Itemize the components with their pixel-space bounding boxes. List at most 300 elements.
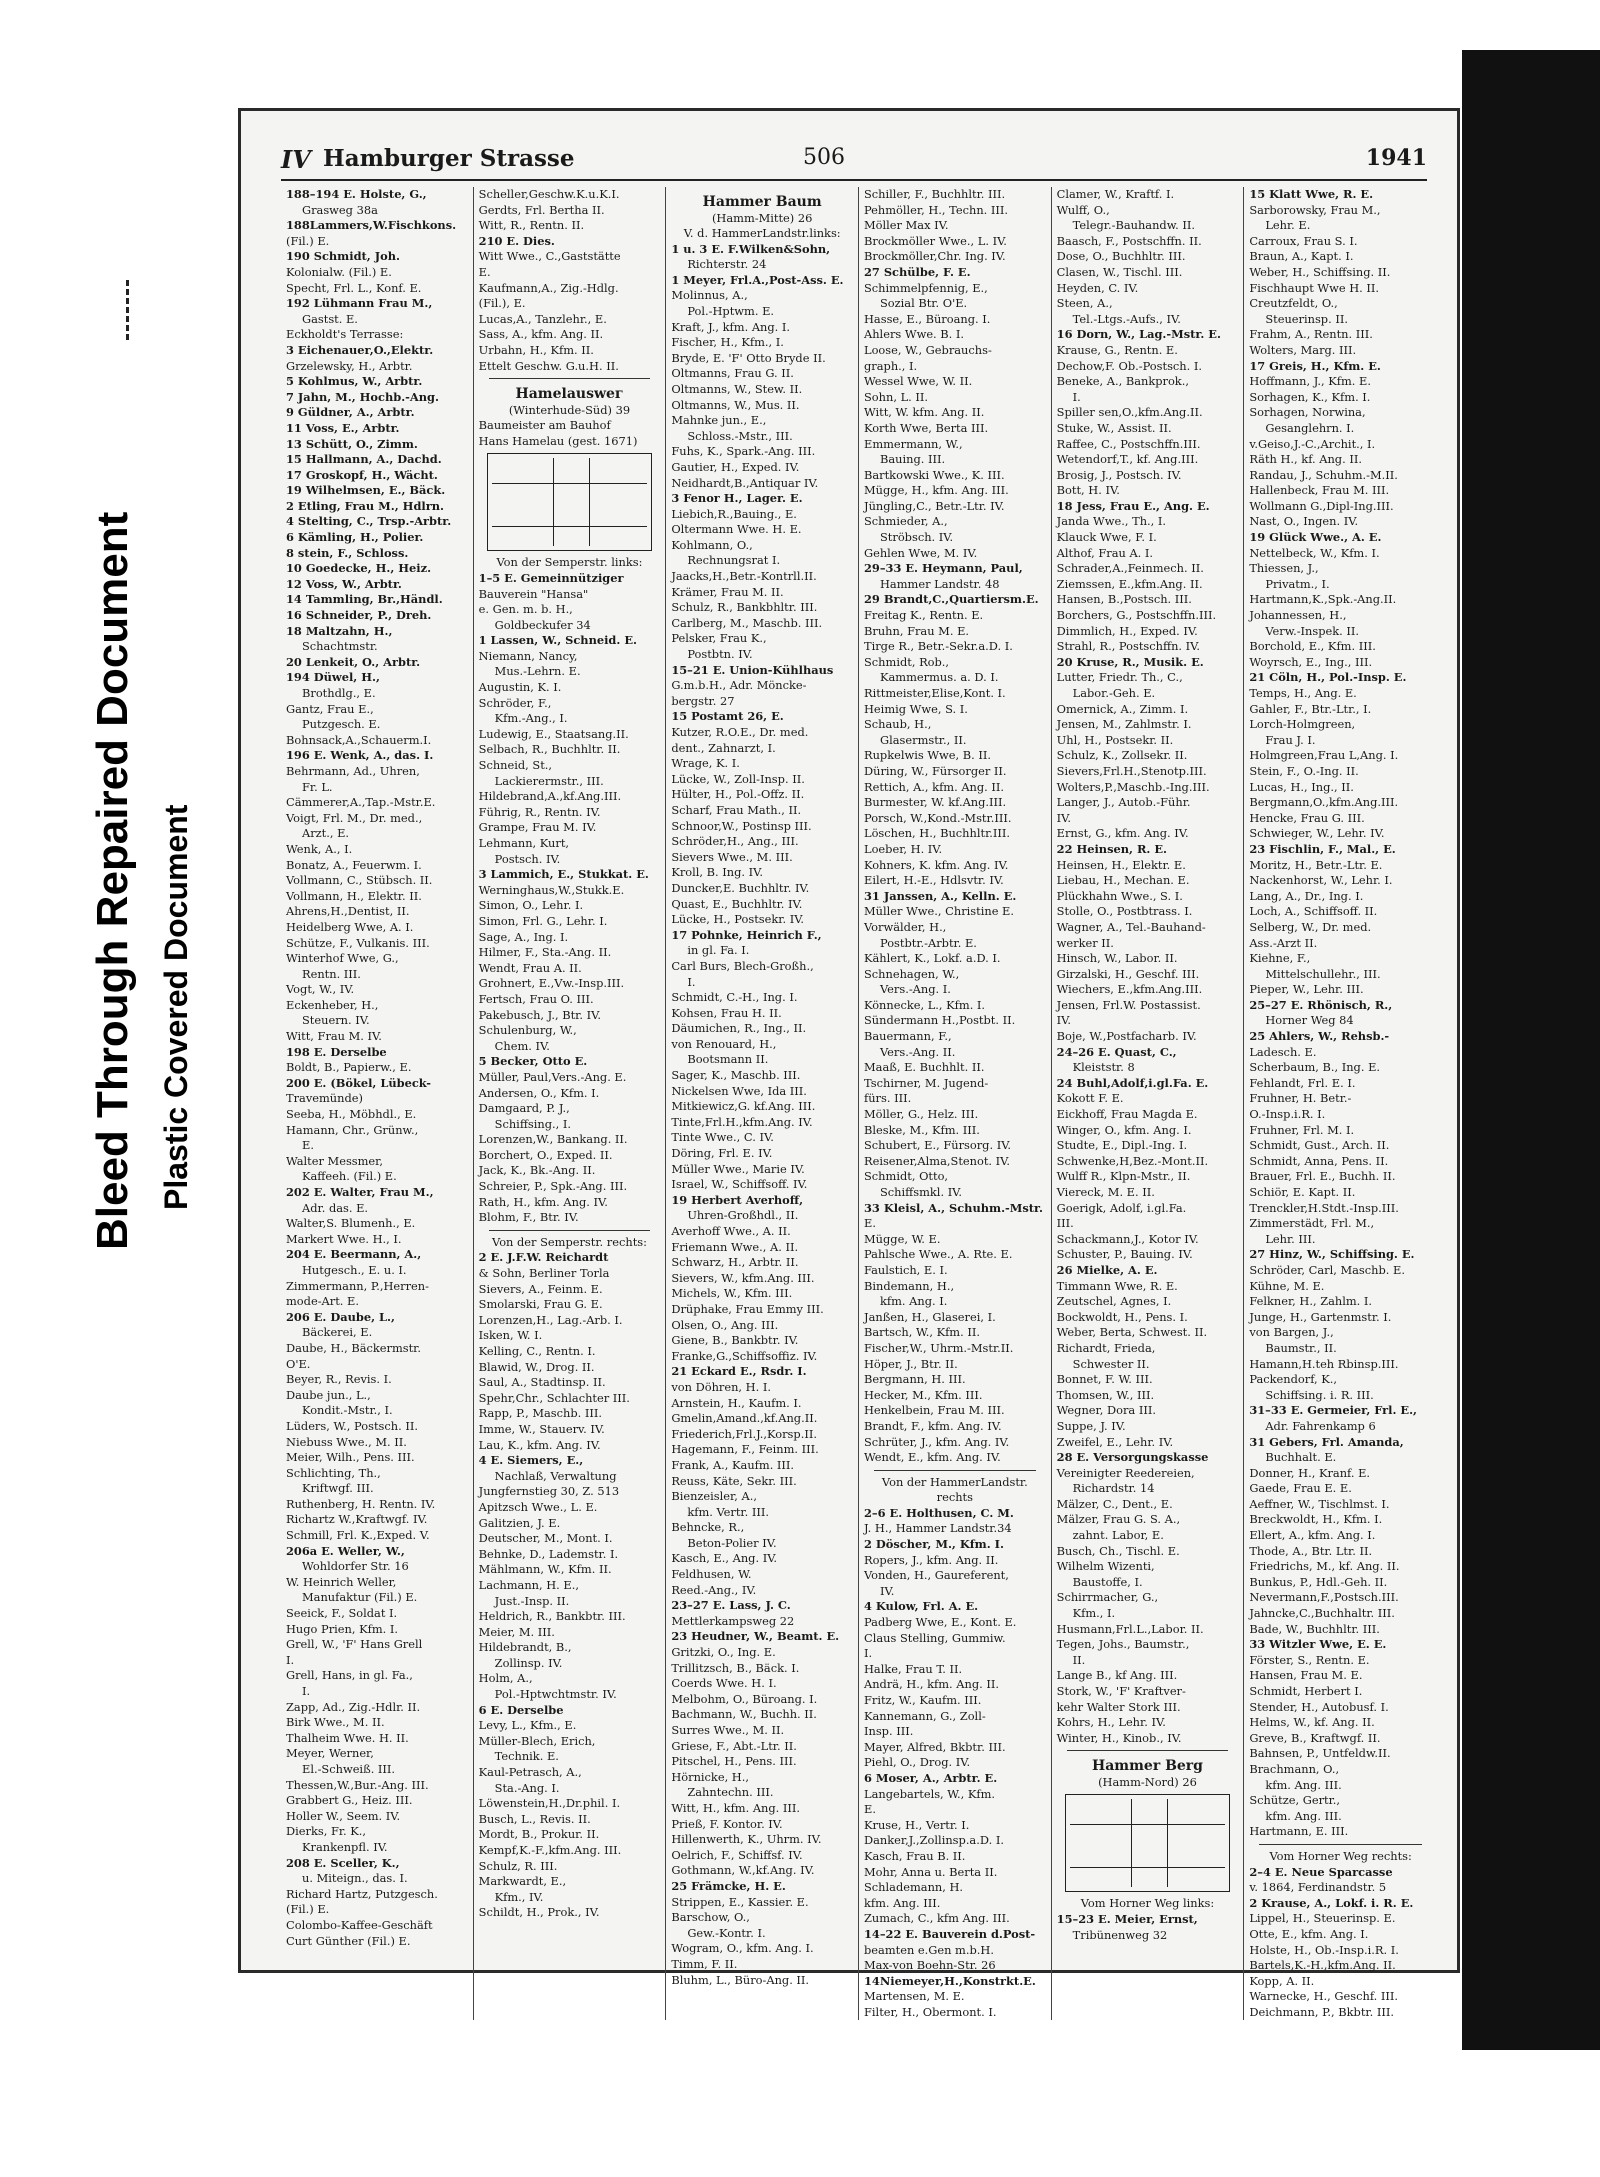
resident-entry: Spiller sen,O.,kfm.Ang.II. [1056,405,1203,420]
resident-entry: II. [1072,1652,1086,1667]
resident-entry: Mälzer, Frau G. S. A., [1056,1512,1181,1527]
resident-entry: Hansen, B.,Postsch. III. [1056,592,1192,607]
resident-entry: (Fil.) E. [286,233,330,248]
resident-entry: Friederich,Frl.J.,Korsp.II. [671,1426,817,1441]
resident-entry: Uhren-Großhdl., II. [687,1208,799,1223]
resident-entry: Postbtr.-Arbtr. E. [880,935,977,950]
section-divider [1259,1844,1422,1845]
resident-entry: kfm. Ang. I. [880,1294,948,1309]
resident-entry: Tel.-Ltgs.-Aufs., IV. [1072,311,1181,326]
resident-entry: Vollmann, C., Stübsch. II. [286,873,433,888]
resident-entry: Brandt, F., kfm. Ang. IV. [864,1418,1002,1433]
resident-entry: Pakebusch, J., Btr. IV. [478,1007,601,1022]
resident-entry: Max-von Boehn-Str. 26 [864,1958,996,1973]
house-number-entry: 4 Stelting, C., Trsp.-Arbtr. [286,514,452,529]
resident-entry: Schröder,H., Ang., III. [671,834,799,849]
resident-entry: Frau J. I. [1265,732,1316,747]
resident-entry: Andrä, H., kfm. Ang. II. [864,1677,1000,1692]
resident-entry: Girzalski, H., Geschf. III. [1056,966,1200,981]
house-number-entry: 2 Krause, A., Lokf. i. R. E. [1249,1895,1414,1910]
resident-entry: Schröder, F., [478,695,552,710]
house-number-entry: 192 Lühmann Frau M., [286,296,433,311]
resident-entry: Schildt, H., Prok., IV. [478,1905,600,1920]
map-road [492,483,648,484]
resident-entry: Baumstr., II. [1265,1340,1337,1355]
resident-entry: Simon, Frl. G., Lehr. I. [478,913,608,928]
resident-entry: Schlademann, H. [864,1880,964,1895]
scanned-page [238,108,1460,2019]
resident-entry: Sievers Wwe., M. III. [671,849,793,864]
resident-entry: Brauer, Frl. E., Buchh. II. [1249,1169,1396,1184]
house-number-entry: 17 Greis, H., Kfm. E. [1249,358,1381,373]
resident-entry: G.m.b.H., Adr. Mönckе- [671,678,807,693]
resident-entry: Otte, E., kfm. Ang. I. [1249,1926,1369,1941]
resident-entry: Schmidt, Otto, [864,1169,949,1184]
resident-entry: Witt, Frau M. IV. [286,1029,382,1044]
resident-entry: Griese, F., Abt.-Ltr. II. [671,1738,797,1753]
resident-entry: v. 1864, Ferdinandstr. 5 [1249,1880,1387,1895]
resident-entry: Kleiststr. 8 [1072,1060,1135,1075]
resident-entry: Gew.-Kontr. I. [687,1925,766,1940]
resident-entry: Johannessen, H., [1249,608,1347,623]
house-number-entry: 2 Etling, Frau M., Hdlrn. [286,498,444,513]
resident-entry: Schachtmstr. [302,639,378,654]
resident-entry: Bonnet, F. W. III. [1056,1372,1153,1387]
resident-entry: Sievers, W., kfm.Ang. III. [671,1270,815,1285]
resident-entry: Tribünenweg 32 [1072,1927,1168,1942]
resident-entry: Arzt., E. [302,826,350,841]
resident-entry: Witt Wwe., C.,Gaststätte [478,249,621,264]
resident-entry: Müller-Blech, Erich, [478,1733,596,1748]
resident-entry: Postbtn. IV. [687,647,753,662]
resident-entry: graph., I. [864,358,918,373]
resident-entry: Moritz, H., Betr.-Ltr. E. [1249,857,1383,872]
resident-entry: Bahnsen, P., Untfeldw.II. [1249,1746,1391,1761]
house-number-entry: 25 Främcke, H. E. [671,1878,786,1893]
resident-entry: in gl. Fa. I. [687,943,750,958]
adjacent-page-edge [1462,50,1600,2050]
resident-entry: Bäckerei, E. [302,1325,373,1340]
resident-entry: Wulff R., Klpn-Mstr., II. [1056,1169,1191,1184]
resident-entry: Kählert, K., Lokf. a.D. I. [864,951,1001,966]
page-number: 506 [803,145,845,170]
resident-entry: Schrüter, J., kfm. Ang. IV. [864,1434,1010,1449]
resident-entry: Holmgreen,Frau L,Ang. I. [1249,748,1399,763]
resident-entry: Wegner, Dora III. [1056,1403,1156,1418]
resident-entry: Prieß, F. Kontor. IV. [671,1816,783,1831]
resident-entry: Michels, W., Kfm. III. [671,1286,793,1301]
page-header [281,141,1427,181]
resident-entry: Ladesch. E. [1249,1044,1317,1059]
resident-entry: Hagemann, F., Feinm. III. [671,1442,819,1457]
resident-entry: O'E. [286,1356,311,1371]
resident-entry: Timm, F. II. [671,1956,738,1971]
resident-entry: Kruse, H., Vertr. I. [864,1817,970,1832]
street-title: Hamburger Strasse [323,145,575,172]
resident-entry: Jaacks,H.,Betr.-Kontrll.II. [671,569,817,584]
side-heading: Von der Semperstr. rechts: [492,1234,647,1249]
resident-entry: Scherbaum, B., Ing. E. [1249,1060,1381,1075]
resident-entry: Bartkowski Wwe., K. III. [864,467,1005,482]
resident-entry: Greve, B., Kraftwgf. II. [1249,1730,1381,1745]
resident-entry: Schiller, F., Buchhltr. III. [864,187,1006,201]
house-number-entry: 15–23 E. Meier, Ernst, [1056,1911,1198,1926]
resident-entry: Bluhm, L., Büro-Ang. II. [671,1972,810,1987]
resident-entry: Randau, J., Schuhm.-M.II. [1249,467,1398,482]
house-number-entry: 5 Becker, Otto E. [478,1054,588,1069]
resident-entry: Kaufmann,A., Zig.-Hdlg. [478,280,619,295]
resident-entry: Kokott F. E. [1056,1091,1124,1106]
resident-entry: Krause, G., Rentn. E. [1056,342,1178,357]
resident-entry: Möller Max IV. [864,218,949,233]
resident-entry: Liebich,R.,Bauing., E. [671,506,797,521]
resident-entry: Braun, A., Kapt. I. [1249,249,1354,264]
resident-entry: Felkner, H., Zahlm. I. [1249,1294,1373,1309]
house-number-entry: 31–33 E. Germeier, Frl. E., [1249,1403,1418,1418]
resident-entry: Sass, A., kfm. Ang. II. [478,327,604,342]
side-heading: V. d. HammerLandstr.links: [683,226,841,240]
house-number-entry: 196 E. Wenk, A., das. I. [286,748,434,763]
resident-entry: Behnke, D., Lademstr. I. [478,1546,619,1561]
resident-entry: (Fil.) E. [286,1902,330,1917]
resident-entry: Sorhagen, K., Kfm. I. [1249,389,1371,404]
resident-entry: Kasch, E., Ang. IV. [671,1551,778,1566]
resident-entry: Creutzfeldt, O., [1249,296,1338,311]
resident-entry: Gerdts, Frl. Bertha II. [478,202,605,217]
resident-entry: I. [864,1646,873,1661]
resident-entry: Walter,S. Blumenh., E. [286,1216,416,1231]
resident-entry: Sievers,Frl.H.,Stenotp.III. [1056,763,1207,778]
resident-entry: Förster, S., Rentn. E. [1249,1652,1370,1667]
resident-entry: Richterstr. 24 [687,257,767,272]
house-number-entry: 1 Meyer, Frl.A.,Post-Ass. E. [671,272,844,287]
resident-entry: Langer, J., Autob.-Führ. [1056,795,1191,810]
house-number-entry: 24 Buhl,Adolf,i.gl.Fa. E. [1056,1075,1209,1090]
resident-entry: Ludewig, E., Staatsang.II. [478,726,629,741]
resident-entry: Fruhner, H. Betr.- [1249,1091,1352,1106]
resident-entry: Strahl, R., Postschffn. IV. [1056,639,1200,654]
resident-entry: Mügge, W. E. [864,1231,941,1246]
house-number-entry: 33 Kleisl, A., Schuhm.-Mstr. [864,1200,1043,1215]
resident-entry: Winterhof Wwe, G., [286,951,399,966]
resident-entry: Vogt, W., IV. [286,982,355,997]
resident-entry: Cämmerer,A.,Tap.-Mstr.E. [286,795,436,810]
resident-entry: Fischhaupt Wwe H. II. [1249,280,1380,295]
resident-entry: Goerigk, Adolf, i.gl.Fa. [1056,1200,1187,1215]
resident-entry: Holler W., Seem. IV. [286,1808,401,1823]
resident-entry: Schwester II. [1072,1356,1150,1371]
street-section-subtitle: (Hamm-Mitte) 26 [711,211,813,225]
house-number-entry: 24–26 E. Quast, C., [1056,1044,1177,1059]
resident-entry: Jensen, Frl.W. Postassist. [1056,997,1201,1012]
resident-entry: Frahm, A., Rentn. III. [1249,327,1373,342]
resident-entry: Loose, W., Gebrauchs- [864,342,992,357]
resident-entry: Rath, H., kfm. Ang. IV. [478,1194,608,1209]
resident-entry: Dechow,F. Ob.-Postsch. I. [1056,358,1202,373]
resident-entry: Hamann, Chr., Grünw., [286,1122,419,1137]
resident-entry: Eickhoff, Frau Magda E. [1056,1107,1198,1122]
resident-entry: J. H., Hammer Landstr.34 [864,1521,1012,1536]
resident-entry: Buchhalt. E. [1265,1450,1337,1465]
resident-entry: Ass.-Arzt II. [1249,935,1318,950]
resident-entry: Schulz, R., Bankbhltr. III. [671,600,818,615]
resident-entry: IV. [1056,810,1072,825]
resident-entry: Richard Hartz, Putzgesch. [286,1886,438,1901]
margin-dash-marks [126,280,132,340]
resident-entry: Thomsen, W., III. [1056,1387,1155,1402]
resident-entry: beamten e.Gen m.b.H. [864,1942,994,1957]
resident-entry: Colombo-Kaffee-Geschäft [286,1917,433,1932]
resident-entry: Lehmann, Kurt, [478,836,570,850]
resident-entry: I. [1072,389,1081,404]
resident-entry: Glasermstr., II. [880,732,967,747]
house-number-entry: 1 Lassen, W., Schneid. E. [478,633,637,648]
house-number-entry: 204 E. Beermann, A., [286,1247,422,1262]
resident-entry: Friedrichs, M., kf. Ang. II. [1249,1559,1400,1574]
resident-entry: Brockmöller Wwe., L. IV. [864,233,1007,248]
resident-entry: Rechnungsrat I. [687,553,781,568]
resident-entry: Bott, H. IV. [1056,483,1120,498]
resident-entry: Grzelewsky, H., Arbtr. [286,358,413,373]
resident-entry: Kammermus. a. D. I. [880,670,999,685]
resident-entry: Meier, M. III. [478,1624,555,1639]
resident-entry: Pol.-Hptwm. E. [687,303,775,318]
resident-entry: Mordt, B., Prokur. II. [478,1827,600,1842]
house-number-entry: 202 E. Walter, Frau M., [286,1185,434,1199]
resident-entry: Jensen, M., Zahlmstr. I. [1056,717,1192,732]
resident-entry: Pelsker, Frau K., [671,631,767,646]
resident-entry: Horner Weg 84 [1265,1013,1354,1028]
house-number-entry: 15–21 E. Union-Kühlhaus [671,662,834,677]
resident-entry: W. Heinrich Weller, [286,1574,397,1589]
resident-entry: Bachmann, W., Buchh. II. [671,1707,817,1722]
resident-entry: Kriftwgf. III. [302,1481,374,1496]
resident-entry: Althof, Frau A. I. [1056,545,1154,560]
resident-entry: Danker,J.,Zollinsp.a.D. I. [864,1833,1004,1848]
side-label-repaired-text: Repaired Document [88,511,137,928]
resident-entry: Kohrs, H., Lehr. IV. [1056,1715,1166,1730]
resident-entry: u. Miteign., das. I. [302,1871,408,1886]
resident-entry: Lehr. III. [1265,1231,1316,1246]
resident-entry: Frank, A., Kaufm. III. [671,1457,795,1472]
resident-entry: Beneke, A., Bankprok., [1056,374,1189,389]
resident-entry: Kaul-Petrasch, A., [478,1765,582,1780]
resident-entry: Gmelin,Amand.,kf.Ang.II. [671,1411,818,1426]
resident-entry: Korth Wwe, Berta III. [864,420,989,435]
map-road [553,458,554,546]
house-number-entry: 6 Moser, A., Arbtr. E. [864,1770,998,1785]
resident-entry: Schrader,A.,Feinmech. II. [1056,561,1204,576]
resident-entry: Putzgesch. E. [302,717,381,732]
house-number-entry: 188Lammers,W.Fischkons. [286,218,457,233]
section-divider [1067,1750,1229,1751]
resident-entry: Burmester, W. kf.Ang.III. [864,795,1007,810]
house-number-entry: 2–6 E. Holthusen, C. M. [864,1505,1014,1520]
resident-entry: Nevermann,F.,Postsch.III. [1249,1590,1399,1605]
map-road [589,458,590,546]
resident-entry: Woyrsch, E., Ing., III. [1249,654,1373,669]
house-number-entry: 20 Lenkeit, O., Arbtr. [286,654,421,669]
resident-entry: mode-Art. E. [286,1294,359,1309]
resident-entry: El.-Schweiß. III. [302,1761,396,1776]
side-label-plastic-covered: Plastic Covered Document [158,804,194,1210]
resident-entry: Hildebrand,A.,kf.Ang.III. [478,789,622,804]
resident-entry: Schulz, R. III. [478,1858,558,1873]
resident-entry: Vers.-Ang. I. [880,982,951,997]
resident-entry: kfm. Ang. III. [864,1895,941,1910]
side-heading: Von der Semperstr. links: [496,555,643,570]
side-heading: Vom Horner Weg rechts: [1269,1848,1412,1863]
resident-entry: Bruhn, Frau M. E. [864,623,970,638]
resident-entry: Ernst, G., kfm. Ang. IV. [1056,826,1189,841]
resident-entry: Tirge R., Betr.-Sekr.a.D. I. [864,639,1013,654]
resident-entry: Trillitzsch, B., Bäck. I. [671,1660,800,1675]
resident-entry: Fuhs, K., Spark.-Ang. III. [671,444,816,459]
resident-entry: Heldrich, R., Bankbtr. III. [478,1609,626,1624]
resident-entry: Vollmann, H., Elektr. II. [286,888,422,903]
resident-entry: Labor.-Geh. E. [1072,686,1156,700]
resident-entry: Duncker,E. Buchhltr. IV. [671,880,810,895]
resident-entry: Postsch. IV. [494,851,561,866]
resident-entry: Averhoff Wwe., A. II. [671,1224,791,1238]
resident-entry: Andersen, O., Kfm. I. [478,1085,600,1100]
resident-entry: Carl Burs, Blech-Großh., [671,958,814,973]
resident-entry: Curt Günther (Fil.) E. [286,1933,411,1948]
house-number-entry: 16 Schneider, P., Dreh. [286,608,432,623]
resident-entry: Hildebrandt, B., [478,1640,572,1655]
house-number-entry: 11 Voss, E., Arbtr. [286,420,400,435]
street-section-title: Hamelauswег [515,386,624,403]
resident-entry: Winter, H., Kinob., IV. [1056,1730,1182,1745]
resident-entry: Fritz, W., Kaufm. III. [864,1693,982,1707]
resident-entry: Reuss, Käte, Sekr. III. [671,1473,797,1488]
resident-entry: Hoffmann, J., Kfm. E. [1249,374,1371,389]
resident-entry: Plückhahn Wwe., S. I. [1056,888,1183,903]
resident-entry: Schackmann,J., Kotor IV. [1056,1231,1199,1246]
house-number-entry: 7 Jahn, M., Hochb.-Ang. [286,389,439,404]
resident-entry: Manufaktur (Fil.) E. [302,1590,418,1605]
resident-entry: Kelling, C., Rentn. I. [478,1344,596,1358]
resident-entry: Specht, Frl. L., Konf. E. [286,280,422,295]
resident-entry: Selbach, R., Buchhltr. II. [478,742,621,757]
resident-entry: Schröder, Carl, Maschb. E. [1249,1262,1405,1277]
house-number-entry: 27 Hinz, W., Schiffsing. E. [1249,1247,1415,1262]
resident-entry: Bienzeisler, A., [671,1489,757,1504]
house-number-entry: 19 Herbert Averhoff, [671,1192,804,1207]
resident-entry: kfm. Ang. III. [1265,1777,1342,1792]
resident-entry: Schütze, Gertr., [1249,1793,1341,1808]
resident-entry: Kühne, M. E. [1249,1278,1325,1293]
side-heading: Vom Horner Weg links: [1080,1896,1215,1911]
resident-entry: Oltmanns, Frau G. II. [671,366,794,381]
resident-entry: Ahlers Wwe. B. I. [864,327,965,342]
resident-entry: Apitzsch Wwe., L. E. [478,1499,598,1514]
resident-entry: Däumichen, R., Ing., II. [671,1021,807,1036]
resident-entry: Fruhner, Frl. M. I. [1249,1122,1355,1137]
resident-entry: Kfm., IV. [494,1889,544,1904]
resident-entry: Schirrmacher, G., [1056,1590,1159,1605]
resident-entry: Hillenwerth, K., Uhrm. IV. [671,1832,822,1847]
resident-entry: Imme, W., Stauerv. IV. [478,1421,605,1436]
resident-entry: Lucas,A., Tanzlehr., E. [478,311,607,326]
resident-entry: Sozial Btr. O'E. [880,296,968,311]
resident-entry: Vers.-Ang. II. [880,1044,956,1059]
resident-entry: zahnt. Labor, E. [1072,1528,1164,1543]
resident-entry: Rittmeister,Elise,Kont. I. [864,686,1006,700]
resident-entry: Stender, H., Autobusf. I. [1249,1699,1389,1714]
resident-entry: Hencke, Frau G. III. [1249,810,1365,825]
resident-entry: Galitzien, J. E. [478,1515,561,1530]
resident-entry: Düring, W., Fürsorger II. [864,763,1007,778]
resident-entry: Boldt, B., Papierw., E. [286,1060,412,1075]
resident-entry: Verw.-Inspek. II. [1265,623,1360,638]
resident-entry: Schiffsing. i. R. III. [1265,1387,1374,1402]
resident-entry: Lucas, H., Ing., II. [1249,779,1354,794]
resident-entry: Deichmann, P., Bkbtr. III. [1249,2004,1394,2019]
street-section-subtitle: (Hamm-Nord) 26 [1098,1775,1197,1790]
resident-entry: Klauck Wwe, F. I. [1056,530,1157,545]
resident-entry: Padberg Wwe, E., Kont. E. [864,1615,1017,1630]
resident-entry: Maaß, E. Buchhlt. II. [864,1060,985,1075]
house-number-entry: 4 E. Siemers, E., [478,1453,584,1468]
resident-entry: Ellert, A., kfm. Ang. I. [1249,1528,1376,1543]
resident-entry: Niemann, Nancy, [478,648,578,663]
resident-entry: Loeber, H. IV. [864,841,943,856]
resident-entry: Schmidt, Anna, Pens. II. [1249,1153,1389,1168]
map-road [1070,1867,1226,1868]
resident-entry: Israel, W., Schiffsoff. IV. [671,1177,808,1192]
resident-entry: Bryde, E. 'F' Otto Bryde II. [671,350,826,365]
street-locator-map [487,453,653,551]
resident-entry: Krämer, Frau M. II. [671,584,784,599]
resident-entry: Fehlandt, Frl. E. I. [1249,1075,1356,1090]
resident-entry: Pieper, W., Lehr. III. [1249,982,1364,997]
street-section-subtitle: (Winterhude-Süd) 39 [508,403,631,418]
resident-entry: Vorwälder, H., [864,919,947,934]
directory-column-6 [1244,187,1437,2020]
resident-entry: Müller Wwe., Christine E. [864,904,1014,919]
resident-entry: Warnecke, H., Geschf. III. [1249,1989,1398,2004]
resident-entry: I. [302,1684,311,1698]
resident-entry: Mittelschullehr., III. [1265,966,1381,981]
house-number-entry: 2 E. J.F.W. Reichardt [478,1250,609,1265]
resident-entry: Mälzer, C., Dent., E. [1056,1496,1173,1511]
resident-entry: Dimmlich, H., Exped. IV. [1056,623,1198,638]
street-section-title: Hammer Baum [702,194,822,210]
resident-entry: Neidhardt,B.,Antiquar IV. [671,475,819,490]
resident-entry: Schmill, Frl. K.,Exped. V. [286,1528,430,1543]
resident-entry: Zimmermann, P.,Herren- [286,1278,429,1293]
resident-entry: Gesanglehrn. I. [1265,420,1355,435]
resident-entry: Fischer,W., Uhrm.-Mstr.II. [864,1340,1014,1355]
resident-entry: Hartmann,K.,Spk.-Ang.II. [1249,592,1397,607]
resident-entry: e. Gen. m. b. H., [478,602,573,617]
resident-entry: Clamer, W., Kraftf. I. [1056,187,1175,201]
resident-entry: Heimig Wwe, S. I. [864,701,968,716]
house-number-entry: 194 Düwel, H., [286,670,380,685]
house-number-entry: 1–5 E. Gemeinnütziger [478,570,624,585]
resident-entry: bergstr. 27 [671,693,735,708]
resident-entry: Molinnus, A., [671,288,748,303]
map-road [492,526,648,527]
resident-entry: Daube, H., Bäckermstr. [286,1340,421,1355]
resident-entry: Zollinsp. IV. [494,1655,563,1670]
resident-entry: Hinsch, W., Labor. II. [1056,951,1178,966]
resident-entry: Wulff, O., [1056,202,1110,217]
resident-entry: Lang, A., Dr., Ing. I. [1249,888,1364,903]
house-number-entry: 12 Voss, W., Arbtr. [286,576,402,591]
resident-entry: Bohnsack,A.,Schauerm.I. [286,732,432,747]
